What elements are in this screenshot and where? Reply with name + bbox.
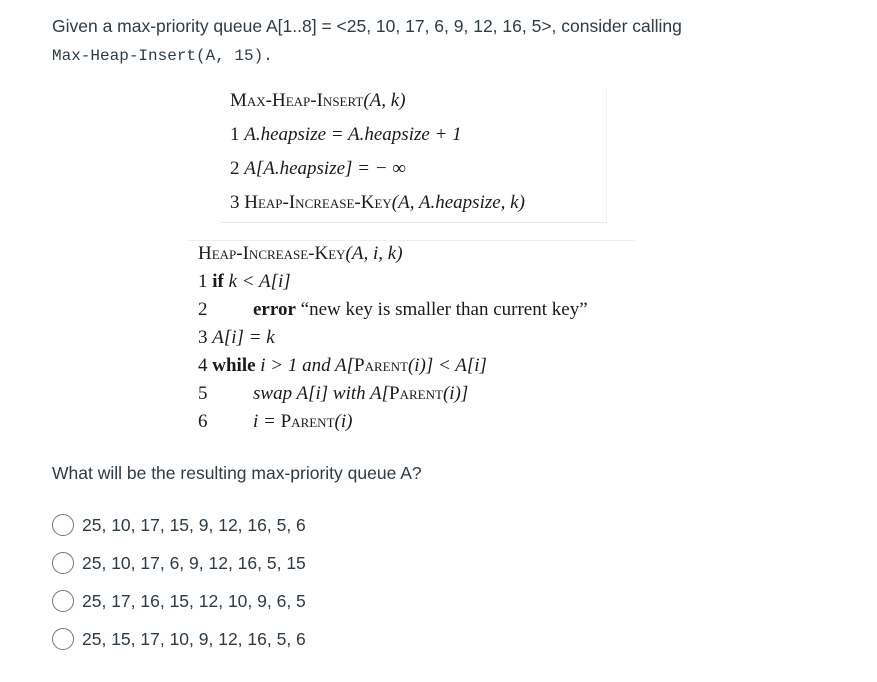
call-args: (A, A.heapsize, k)	[391, 192, 525, 213]
question-text	[52, 12, 852, 70]
line-text: (i)] < A[i]	[407, 355, 487, 376]
question-prefix: Given a max-priority queue A[1..8] = <25, 10, 17, 6, 9, 12, 16, 5>, consider calling	[52, 16, 682, 36]
keyword: while	[212, 355, 256, 376]
call-name: Parent	[354, 355, 408, 376]
line-number: 2	[198, 299, 208, 320]
option-label: 25, 10, 17, 15, 9, 12, 16, 5, 6	[82, 514, 306, 535]
answer-option[interactable]	[52, 510, 372, 540]
code-line	[198, 383, 468, 405]
line-number: 6	[198, 411, 208, 432]
radio-button[interactable]	[52, 514, 74, 536]
code-line	[198, 411, 352, 433]
call-name: Heap-Increase-Key	[244, 192, 392, 213]
keyword: if	[212, 271, 224, 292]
code-title	[198, 243, 403, 265]
line-text: A[i] = k	[212, 327, 275, 348]
line-number: 1	[198, 271, 208, 292]
line-number: 3	[230, 192, 240, 213]
code-line	[198, 327, 275, 349]
line-text: k < A[i]	[228, 271, 291, 292]
code-line	[198, 271, 291, 293]
procedure-args: (A, i, k)	[345, 243, 403, 264]
line-number: 1	[230, 124, 240, 145]
line-number: 3	[198, 327, 208, 348]
procedure-args: (A, k)	[363, 90, 406, 111]
line-number: 2	[230, 158, 240, 179]
option-label: 25, 10, 17, 6, 9, 12, 16, 5, 15	[82, 552, 306, 573]
prompt-text: What will be the resulting max-priority queue A?	[52, 463, 422, 483]
line-text: (i)]	[442, 383, 469, 404]
code-line	[230, 124, 462, 146]
line-text: A.heapsize = A.heapsize + 1	[244, 124, 462, 145]
call-suffix: .	[263, 47, 273, 65]
keyword: error	[253, 299, 296, 320]
answer-option[interactable]	[52, 548, 372, 578]
line-text: A[A.heapsize] = − ∞	[244, 158, 406, 179]
line-text: “new key is smaller than current key”	[300, 299, 588, 320]
code-line	[198, 299, 588, 321]
procedure-name: Heap-Increase-Key	[198, 243, 346, 264]
max-heap-insert-code	[220, 88, 607, 223]
line-number: 4	[198, 355, 208, 376]
call-code: Max-Heap-Insert(A, 15)	[52, 47, 264, 65]
code-line	[230, 192, 525, 214]
line-text: swap A[i] with A[	[253, 383, 390, 404]
option-label: 25, 17, 16, 15, 12, 10, 9, 6, 5	[82, 590, 306, 611]
code-line	[198, 355, 487, 377]
line-text: i =	[253, 411, 281, 432]
line-number: 5	[198, 383, 208, 404]
line-text: i > 1 and A[	[260, 355, 355, 376]
radio-button[interactable]	[52, 590, 74, 612]
procedure-name: Max-Heap-Insert	[230, 90, 364, 111]
heap-increase-key-code	[188, 240, 635, 446]
call-name: Parent	[280, 411, 335, 432]
answer-option[interactable]	[52, 624, 372, 654]
code-line	[230, 158, 406, 180]
option-label: 25, 15, 17, 10, 9, 12, 16, 5, 6	[82, 628, 306, 649]
code-title	[230, 90, 406, 112]
answer-option[interactable]	[52, 586, 372, 616]
radio-button[interactable]	[52, 628, 74, 650]
radio-button[interactable]	[52, 552, 74, 574]
line-text: (i)	[334, 411, 353, 432]
call-name: Parent	[389, 383, 443, 404]
